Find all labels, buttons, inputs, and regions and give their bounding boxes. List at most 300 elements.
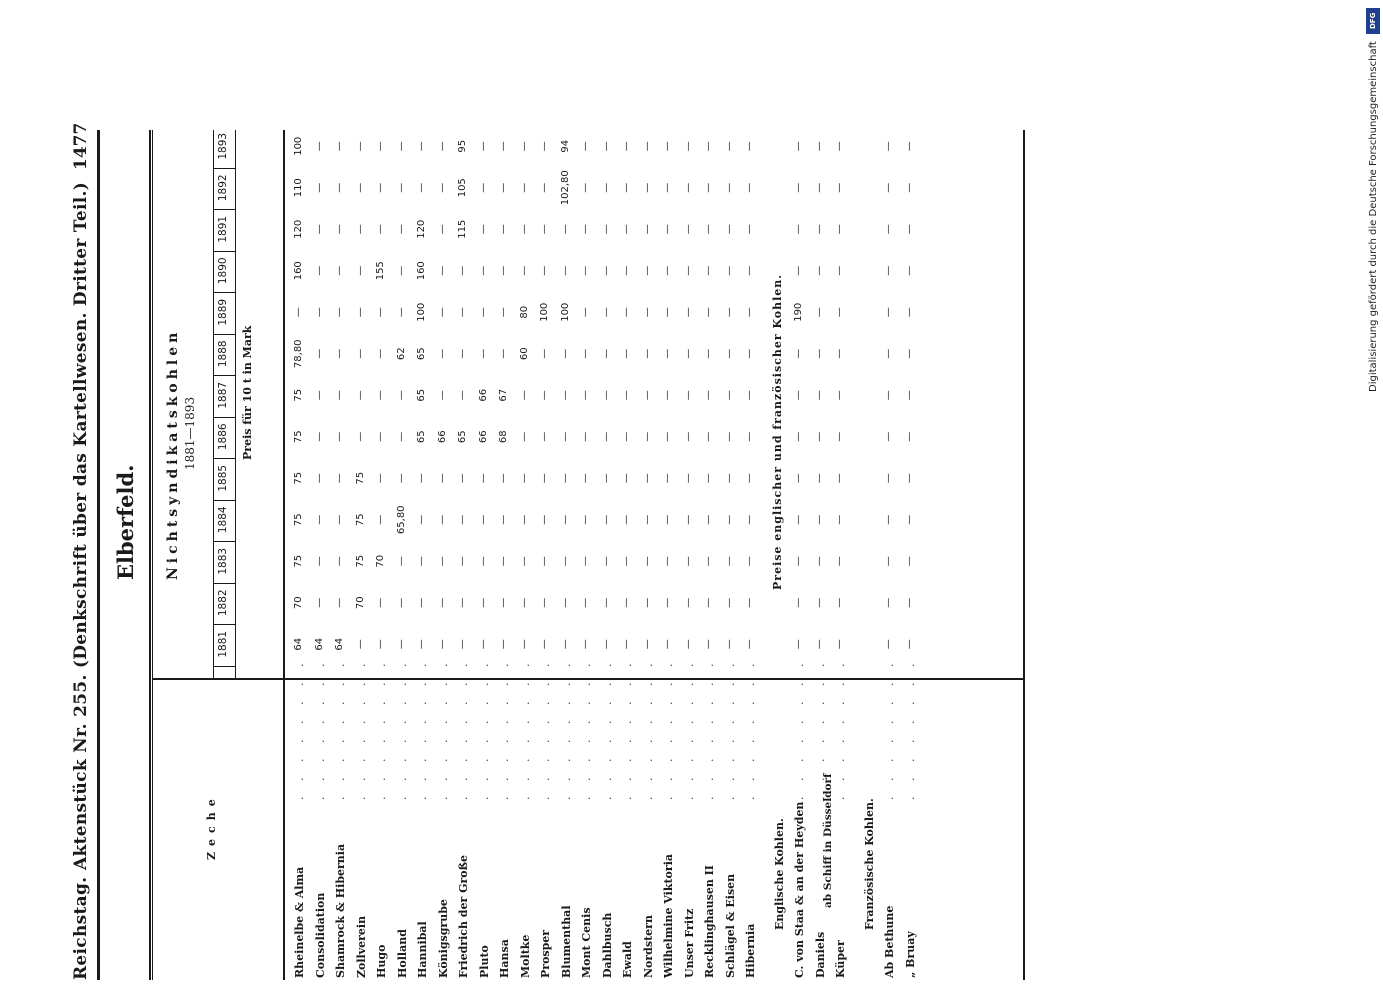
english-subheader: Preise englischer und französischer Kohlen.	[770, 273, 784, 590]
header-bottom-rule	[283, 130, 285, 980]
price-cell: —	[813, 265, 825, 276]
price-cell: —	[334, 556, 345, 567]
year-header: 1891	[217, 215, 229, 243]
price-cell: —	[457, 556, 468, 567]
price-cell: —	[375, 514, 386, 525]
price-cell: —	[354, 265, 366, 276]
price-cell: —	[621, 307, 632, 318]
price-cell: —	[518, 224, 530, 235]
price-cell: —	[883, 265, 894, 276]
price-cell: —	[457, 265, 468, 276]
row-label: Zollverein	[354, 915, 368, 978]
price-cell: —	[903, 556, 915, 567]
price-cell: —	[518, 639, 530, 650]
row-label: C. von Staa & an der Heyden	[793, 801, 806, 978]
price-cell: —	[621, 348, 632, 359]
row-label: Consolidation	[313, 892, 327, 978]
price-cell: —	[518, 182, 530, 193]
price-cell: —	[539, 348, 550, 359]
price-cell: —	[334, 514, 345, 525]
price-cell: —	[354, 307, 366, 318]
price-cell: —	[903, 307, 915, 318]
table-bottom-rule	[1023, 130, 1025, 980]
price-cell: —	[682, 348, 694, 359]
price-cell: —	[416, 556, 427, 567]
price-cell: —	[313, 141, 325, 152]
price-cell: —	[662, 514, 673, 525]
price-cell: —	[883, 597, 894, 608]
price-cell: —	[498, 141, 509, 152]
year-bottom-rule	[235, 130, 236, 678]
price-cell: —	[334, 597, 345, 608]
price-cell: —	[395, 639, 407, 650]
price-cell: —	[662, 390, 673, 401]
price-cell: —	[662, 141, 673, 152]
price-cell: 100	[293, 136, 304, 156]
price-cell: —	[834, 307, 845, 318]
price-cell: —	[600, 390, 612, 401]
price-cell: —	[903, 514, 915, 525]
price-cell: —	[703, 307, 714, 318]
price-cell: 75	[354, 513, 366, 527]
price-cell: —	[903, 141, 915, 152]
leader-dots: . . . . . . . .	[559, 657, 573, 800]
price-cell: —	[559, 348, 571, 359]
year-header: 1882	[217, 589, 229, 617]
price-cell: —	[834, 348, 845, 359]
price-cell: —	[354, 141, 366, 152]
price-cell: —	[457, 514, 468, 525]
price-cell: —	[477, 597, 489, 608]
price-cell: —	[498, 639, 509, 650]
price-cell: —	[621, 224, 632, 235]
price-cell: —	[354, 224, 366, 235]
price-cell: —	[703, 348, 714, 359]
price-cell: —	[682, 639, 694, 650]
year-header: 1885	[217, 464, 229, 492]
price-cell: —	[477, 473, 489, 484]
price-cell: —	[723, 141, 735, 152]
price-cell: —	[600, 431, 612, 442]
price-cell: —	[641, 265, 653, 276]
price-cell: —	[354, 431, 366, 442]
price-cell: —	[395, 182, 407, 193]
price-cell: —	[834, 473, 845, 484]
price-cell: —	[621, 182, 632, 193]
price-cell: —	[518, 556, 530, 567]
price-cell: —	[436, 639, 448, 650]
price-cell: —	[883, 390, 894, 401]
price-cell: —	[903, 224, 915, 235]
leader-dots: . . . . . . . .	[600, 657, 614, 800]
price-cell: —	[903, 348, 915, 359]
price-cell: —	[903, 597, 915, 608]
price-cell: —	[903, 431, 915, 442]
price-cell: —	[641, 141, 653, 152]
column-rule	[213, 251, 235, 252]
price-cell: —	[539, 390, 550, 401]
year-header: 1888	[217, 340, 229, 368]
price-cell: —	[580, 141, 591, 152]
price-cell: —	[313, 307, 325, 318]
price-cell: —	[334, 390, 345, 401]
leader-dots: . . . . . . . .	[813, 657, 827, 800]
price-cell: —	[834, 514, 845, 525]
price-cell: —	[723, 473, 735, 484]
price-cell: —	[498, 348, 509, 359]
price-cell: —	[903, 182, 915, 193]
brace-note: ab Schiff in Düsseldorf	[821, 773, 834, 908]
price-cell: —	[580, 556, 591, 567]
price-cell: —	[621, 431, 632, 442]
header-left: Reichstag.	[71, 876, 91, 980]
leader-dots: . . . . . . . .	[662, 657, 675, 800]
table-top-rule-thin	[152, 130, 153, 980]
price-cell: —	[723, 224, 735, 235]
price-cell: —	[436, 597, 448, 608]
price-cell: —	[375, 390, 386, 401]
stub-header: Zeche	[205, 793, 218, 860]
price-cell: —	[477, 348, 489, 359]
price-cell: —	[375, 639, 386, 650]
row-label: Küper	[834, 940, 847, 978]
price-cell: —	[662, 473, 673, 484]
price-cell: —	[682, 431, 694, 442]
price-cell: —	[354, 182, 366, 193]
rotated-page-content	[65, 100, 1055, 1000]
column-rule	[213, 417, 235, 418]
leader-dots: . . . . . . . .	[436, 657, 450, 800]
price-cell: —	[580, 473, 591, 484]
column-rule	[213, 210, 235, 211]
dfg-logo: DFG	[1366, 8, 1380, 34]
leader-dots: . . . . . . . .	[313, 657, 327, 800]
price-cell: —	[834, 556, 845, 567]
price-cell: —	[813, 514, 825, 525]
header-center: Aktenstück Nr. 255. (Denkschrift über das Kartellwesen. Dritter Teil.)	[71, 181, 91, 870]
price-cell: —	[744, 265, 755, 276]
price-cell: —	[813, 182, 825, 193]
price-cell: —	[813, 307, 825, 318]
price-cell: —	[744, 514, 755, 525]
year-header: 1892	[217, 174, 229, 202]
price-cell: 65	[416, 347, 427, 361]
price-cell: —	[600, 224, 612, 235]
group-years: 1881—1893	[183, 396, 197, 470]
leader-dots: . . . . . . . .	[334, 657, 347, 800]
price-cell: 100	[559, 302, 571, 322]
price-cell: —	[313, 182, 325, 193]
price-cell: —	[539, 597, 550, 608]
year-header: 1884	[217, 506, 229, 534]
price-cell: —	[744, 182, 755, 193]
row-label: Daniels	[813, 931, 827, 978]
year-header: 1881	[217, 630, 229, 658]
leader-dots: . . . . . . . .	[416, 657, 429, 800]
price-cell: —	[793, 431, 804, 442]
price-cell: 65	[416, 388, 427, 402]
price-cell: —	[559, 431, 571, 442]
leader-dots: . . . . . . . .	[744, 657, 757, 800]
column-rule	[213, 583, 235, 584]
price-cell: —	[539, 639, 550, 650]
price-cell: —	[723, 639, 735, 650]
price-cell: —	[354, 639, 366, 650]
price-cell: 75	[293, 471, 304, 485]
price-cell: —	[436, 473, 448, 484]
price-cell: —	[621, 390, 632, 401]
year-header: 1890	[217, 257, 229, 285]
price-cell: —	[477, 556, 489, 567]
price-cell: —	[436, 556, 448, 567]
price-cell: —	[883, 348, 894, 359]
row-label: Rheinelbe & Alma	[293, 866, 306, 978]
price-cell: 115	[457, 219, 468, 239]
price-cell: —	[375, 473, 386, 484]
price-cell: —	[641, 431, 653, 442]
price-cell: 67	[498, 388, 509, 402]
price-cell: —	[498, 307, 509, 318]
row-label: Friedrich der Große	[457, 855, 470, 978]
price-cell: —	[883, 639, 894, 650]
price-cell: —	[641, 224, 653, 235]
price-cell: —	[354, 390, 366, 401]
row-label: Holland	[395, 929, 409, 978]
price-cell: —	[559, 514, 571, 525]
price-cell: 100	[539, 302, 550, 322]
price-cell: —	[793, 182, 804, 193]
price-cell: —	[498, 473, 509, 484]
price-cell: —	[436, 182, 448, 193]
price-cell: —	[457, 597, 468, 608]
price-cell: —	[477, 265, 489, 276]
group-header: Nichtsyndikatskohlen	[165, 328, 181, 580]
leader-dots: . . . . . . . .	[834, 657, 847, 800]
leader-dots: . . . . . . . .	[580, 657, 593, 800]
price-cell: —	[834, 431, 845, 442]
price-cell: —	[375, 224, 386, 235]
price-cell: —	[539, 224, 550, 235]
english-heading: Englische Kohlen.	[772, 818, 786, 930]
leader-dots: . . . . . . . .	[457, 657, 470, 800]
price-cell: —	[518, 431, 530, 442]
digitization-credit: Digitalisierung gefördert durch die Deutsche Forschungsgemeinschaft	[1368, 41, 1379, 392]
column-rule	[213, 293, 235, 294]
price-cell: —	[703, 141, 714, 152]
price-cell: —	[580, 265, 591, 276]
price-cell: —	[834, 182, 845, 193]
leader-dots: . . . . . . . .	[539, 657, 552, 800]
price-cell: —	[662, 265, 673, 276]
price-cell: —	[313, 473, 325, 484]
price-cell: —	[436, 265, 448, 276]
price-cell: —	[313, 348, 325, 359]
row-label: Wilhelmine Viktoria	[662, 854, 675, 978]
price-cell: —	[834, 265, 845, 276]
price-cell: —	[621, 597, 632, 608]
leader-dots: . . . . . . . .	[395, 657, 409, 800]
price-cell: —	[621, 639, 632, 650]
price-cell: —	[682, 182, 694, 193]
price-cell: —	[416, 514, 427, 525]
price-cell: —	[744, 431, 755, 442]
price-cell: —	[416, 639, 427, 650]
french-heading: Französische Kohlen.	[862, 798, 876, 930]
price-cell: —	[293, 307, 304, 318]
price-cell: —	[793, 141, 804, 152]
price-cell: 100	[416, 302, 427, 322]
price-cell: 120	[416, 219, 427, 239]
leader-dots: . . . . . . . .	[723, 657, 737, 800]
price-cell: 75	[293, 388, 304, 402]
price-cell: —	[580, 182, 591, 193]
price-cell: 65	[416, 430, 427, 444]
price-cell: 70	[354, 596, 366, 610]
price-cell: —	[395, 597, 407, 608]
price-cell: —	[559, 224, 571, 235]
price-cell: 120	[293, 219, 304, 239]
price-cell: 68	[498, 430, 509, 444]
price-cell: —	[457, 307, 468, 318]
price-cell: —	[813, 390, 825, 401]
price-cell: —	[539, 141, 550, 152]
price-cell: —	[313, 265, 325, 276]
price-cell: —	[498, 265, 509, 276]
price-cell: —	[641, 182, 653, 193]
price-cell: —	[313, 597, 325, 608]
leader-dots: . . . . . . . .	[518, 657, 532, 800]
leader-dots: . . . . . . . .	[293, 657, 306, 800]
price-cell: —	[354, 348, 366, 359]
price-cell: —	[682, 390, 694, 401]
price-cell: —	[723, 307, 735, 318]
price-cell: —	[457, 473, 468, 484]
price-cell: —	[703, 514, 714, 525]
price-cell: —	[416, 473, 427, 484]
leader-dots: . . . . . . . .	[682, 657, 696, 800]
price-cell: —	[883, 182, 894, 193]
column-rule	[213, 334, 235, 335]
price-cell: —	[883, 141, 894, 152]
year-header: 1883	[217, 547, 229, 575]
price-cell: —	[662, 597, 673, 608]
price-cell: —	[436, 224, 448, 235]
price-cell: 190	[793, 302, 804, 322]
price-cell: —	[313, 431, 325, 442]
price-cell: —	[436, 514, 448, 525]
price-cell: —	[559, 473, 571, 484]
price-cell: —	[498, 597, 509, 608]
price-cell: 75	[354, 471, 366, 485]
price-cell: —	[457, 639, 468, 650]
unit-label: Preis für 10 t in Mark	[241, 325, 254, 460]
price-cell: —	[436, 141, 448, 152]
price-cell: 64	[313, 637, 325, 651]
row-label: Mont Cenis	[580, 907, 593, 978]
leader-dots: . . . . . . . .	[883, 657, 896, 800]
price-cell: —	[600, 639, 612, 650]
price-cell: —	[641, 390, 653, 401]
price-cell: —	[621, 265, 632, 276]
price-cell: —	[744, 141, 755, 152]
price-cell: —	[723, 390, 735, 401]
leader-dots: . . . . . . . .	[903, 657, 917, 800]
row-label: Ewald	[621, 941, 634, 978]
price-cell: —	[744, 639, 755, 650]
price-cell: —	[744, 348, 755, 359]
price-cell: —	[662, 307, 673, 318]
row-label: Hibernia	[744, 923, 757, 978]
price-cell: —	[641, 639, 653, 650]
row-label: Hannibal	[416, 921, 429, 978]
price-cell: —	[334, 473, 345, 484]
leader-dots: . . . . . . . .	[498, 657, 511, 800]
price-cell: —	[621, 473, 632, 484]
price-cell: —	[682, 307, 694, 318]
leader-dots: . . . . . . . .	[354, 657, 368, 800]
column-rule	[213, 459, 235, 460]
row-label: Hugo	[375, 944, 388, 978]
price-cell: —	[375, 141, 386, 152]
price-cell: —	[375, 597, 386, 608]
price-cell: —	[621, 141, 632, 152]
price-cell: —	[703, 265, 714, 276]
price-cell: —	[395, 556, 407, 567]
price-cell: —	[641, 556, 653, 567]
price-cell: —	[723, 556, 735, 567]
price-cell: —	[580, 348, 591, 359]
row-label: Moltke	[518, 934, 532, 978]
price-cell: —	[834, 141, 845, 152]
price-cell: —	[539, 556, 550, 567]
price-cell: —	[580, 639, 591, 650]
price-cell: —	[883, 473, 894, 484]
price-cell: —	[662, 639, 673, 650]
price-cell: —	[703, 639, 714, 650]
column-rule	[213, 168, 235, 169]
price-cell: —	[621, 556, 632, 567]
price-cell: —	[703, 597, 714, 608]
price-cell: —	[498, 556, 509, 567]
price-cell: —	[416, 141, 427, 152]
price-cell: —	[375, 431, 386, 442]
price-cell: —	[477, 224, 489, 235]
price-cell: —	[580, 431, 591, 442]
price-cell: —	[813, 348, 825, 359]
price-cell: —	[416, 597, 427, 608]
price-cell: —	[334, 348, 345, 359]
price-cell: —	[539, 265, 550, 276]
price-cell: —	[744, 597, 755, 608]
row-label: Shamrock & Hibernia	[334, 843, 347, 978]
leader-dots: . . . . . . . .	[703, 657, 716, 800]
price-cell: —	[641, 473, 653, 484]
price-cell: 80	[518, 305, 530, 319]
price-cell: 60	[518, 347, 530, 361]
price-cell: 160	[293, 261, 304, 281]
price-cell: 65,80	[395, 505, 407, 535]
row-label: „ Bruay	[903, 931, 917, 978]
price-cell: —	[395, 390, 407, 401]
table-top-rule	[149, 130, 151, 980]
leader-dots: . . . . . . . .	[793, 657, 806, 800]
price-cell: —	[600, 348, 612, 359]
price-cell: —	[477, 514, 489, 525]
price-cell: —	[703, 224, 714, 235]
price-cell: —	[682, 141, 694, 152]
price-cell: —	[903, 639, 915, 650]
price-cell: —	[539, 473, 550, 484]
